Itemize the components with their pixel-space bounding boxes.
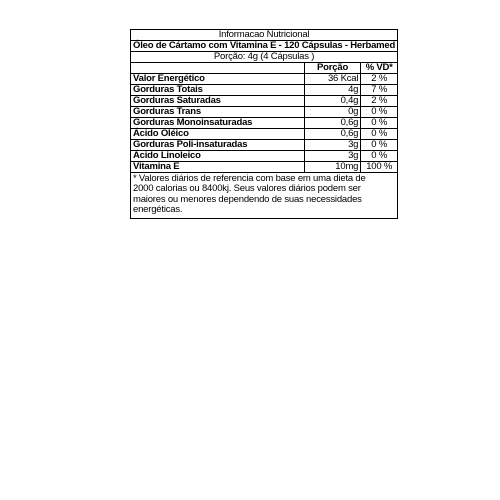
serving-row [131,52,398,63]
nutrient-daily-value: 0 % [361,140,398,151]
nutrition-facts-table [130,29,398,219]
table-row [131,96,398,107]
table-row [131,162,398,173]
nutrient-name: Gorduras Totais [131,85,305,96]
nutrient-name: Gorduras Monoinsaturadas [131,118,305,129]
header-daily-value: % VD* [361,63,398,74]
table-row [131,118,398,129]
footnote-row [131,173,398,219]
nutrient-daily-value: 0 % [361,118,398,129]
footnote-cell [131,173,398,219]
nutrient-value: 0,6g [304,118,360,129]
nutrient-name: Ácido Linoleico [131,151,305,162]
nutrient-value: 4g [304,85,360,96]
nutrient-name: Ácido Oléico [131,129,305,140]
table-row [131,74,398,85]
nutrient-value: 3g [304,140,360,151]
nutrient-value: 36 Kcal [304,74,360,85]
header-portion: Porção [304,63,360,74]
product-row [131,41,398,52]
footnote: * Valores diários de referencia com base em uma dieta de 2000 calorias ou 8400kj. Seus valores diários podem ser maiores ou menores dependendo de suas necessidades energéticas. [133,173,366,216]
header-blank-cell [131,63,305,74]
nutrient-value: 0,6g [304,129,360,140]
product-name: Óleo de Cártamo com Vitamina E - 120 Cápsulas - Herbamed [131,41,398,52]
table-row [131,107,398,118]
nutrient-daily-value: 7 % [361,85,398,96]
nutrient-value: 10mg [304,162,360,173]
nutrient-daily-value: 100 % [361,162,398,173]
nutrient-daily-value: 0 % [361,151,398,162]
nutrient-value: 0g [304,107,360,118]
nutrient-daily-value: 2 % [361,96,398,107]
table-row [131,129,398,140]
label-title: Informacao Nutricional [131,30,398,41]
nutrient-daily-value: 2 % [361,74,398,85]
nutrient-daily-value: 0 % [361,107,398,118]
nutrient-name: Gorduras Trans [131,107,305,118]
nutrient-name: Gorduras Saturadas [131,96,305,107]
nutrient-name: Vitamina E [131,162,305,173]
title-row [131,30,398,41]
nutrient-value: 0,4g [304,96,360,107]
nutrient-name: Gorduras Poli-insaturadas [131,140,305,151]
nutrient-value: 3g [304,151,360,162]
nutrient-daily-value: 0 % [361,129,398,140]
column-header-row [131,63,398,74]
serving-size: Porção: 4g (4 Cápsulas ) [131,52,398,63]
nutrient-name: Valor Energético [131,74,305,85]
table-row [131,151,398,162]
table-row [131,85,398,96]
table-row [131,140,398,151]
